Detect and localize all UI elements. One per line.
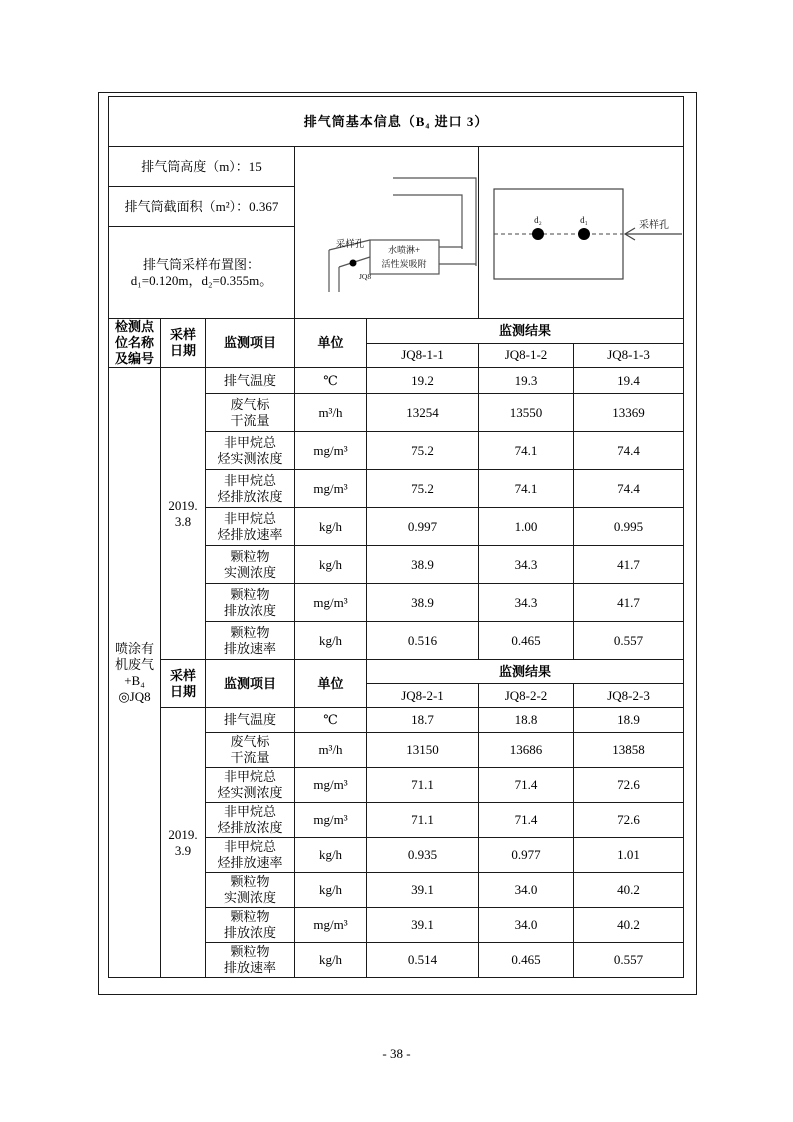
item-line: 排放速率 — [223, 960, 276, 975]
item-line: 非甲烷总 — [223, 804, 276, 819]
unit-cell: kg/h — [295, 943, 367, 978]
value-cell: 72.6 — [574, 803, 684, 838]
header-point-cell — [109, 319, 161, 368]
d2-point — [532, 228, 544, 240]
item-cell — [206, 908, 295, 943]
point-name-cell — [109, 368, 161, 978]
unit-cell: mg/m³ — [295, 908, 367, 943]
sample-id-cell: JQ8-2-2 — [479, 684, 574, 708]
treatment-box-label-line2: 活性炭吸附 — [381, 258, 427, 269]
value-cell: 72.6 — [574, 768, 684, 803]
header-date-cell — [161, 319, 206, 368]
stack-cross-section-text: 排气筒截面积（m²）：0.367 — [109, 187, 295, 227]
header-item-cell: 监测项目 — [206, 319, 295, 368]
item-line: 非甲烷总 — [223, 769, 276, 784]
item-line: 废气标 — [230, 734, 270, 749]
item-cell — [206, 733, 295, 768]
header-date-line: 日期 — [169, 343, 196, 358]
item-cell — [206, 508, 295, 546]
page-number: - 38 - — [382, 1046, 411, 1061]
item-line: 烃排放浓度 — [217, 820, 283, 835]
item-line: 颗粒物 — [230, 909, 270, 924]
unit-cell: ℃ — [295, 368, 367, 394]
value-cell: 41.7 — [574, 584, 684, 622]
unit-cell: m³/h — [295, 733, 367, 768]
header-date-cell — [161, 660, 206, 708]
value-cell: 13150 — [367, 733, 479, 768]
unit-cell: mg/m³ — [295, 803, 367, 838]
sample-id-cell: JQ8-1-2 — [479, 343, 574, 368]
header-date-line: 日期 — [169, 683, 196, 699]
value-cell: 13369 — [574, 394, 684, 432]
header-date-line: 采样 — [169, 327, 196, 342]
unit-cell: m³/h — [295, 394, 367, 432]
item-line: 烃实测浓度 — [217, 450, 283, 466]
unit-cell: ℃ — [295, 708, 367, 733]
value-cell: 74.1 — [479, 470, 574, 508]
unit-cell: kg/h — [295, 546, 367, 584]
header-result-cell: 监测结果 — [367, 319, 684, 344]
header-point-line: 检测点 — [114, 319, 154, 334]
value-cell: 71.1 — [367, 803, 479, 838]
date-line: 2019. — [168, 497, 198, 513]
value-cell: 39.1 — [367, 873, 479, 908]
value-cell: 34.0 — [479, 908, 574, 943]
value-cell: 0.977 — [479, 838, 574, 873]
d1-label: d₁ — [580, 214, 588, 225]
stack-schematic — [295, 148, 479, 318]
treatment-box-label-line1: 水喷淋+ — [387, 244, 421, 255]
item-line: 排气温度 — [223, 712, 276, 727]
unit-cell: mg/m³ — [295, 584, 367, 622]
point-name-line: ◎JQ8 — [118, 688, 151, 704]
d1-point — [578, 228, 590, 240]
sampling-port-label-right: 采样孔 — [639, 219, 669, 231]
unit-cell: kg/h — [295, 838, 367, 873]
header-point-line: 位名称 — [114, 335, 154, 350]
value-cell: 34.3 — [479, 584, 574, 622]
value-cell: 13550 — [479, 394, 574, 432]
header-result-cell: 监测结果 — [367, 660, 684, 684]
value-cell: 75.2 — [367, 470, 479, 508]
item-cell — [206, 394, 295, 432]
value-cell: 40.2 — [574, 873, 684, 908]
unit-cell: mg/m³ — [295, 470, 367, 508]
header-unit-cell: 单位 — [295, 660, 367, 708]
item-cell — [206, 432, 295, 470]
value-cell: 34.3 — [479, 546, 574, 584]
header-unit-cell: 单位 — [295, 319, 367, 368]
value-cell: 13254 — [367, 394, 479, 432]
item-line: 非甲烷总 — [223, 839, 276, 854]
value-cell: 18.9 — [574, 708, 684, 733]
item-cell — [206, 803, 295, 838]
header-date-line: 采样 — [169, 667, 196, 683]
item-cell — [206, 943, 295, 978]
item-line: 烃排放浓度 — [217, 488, 283, 504]
value-cell: 34.0 — [479, 873, 574, 908]
item-line: 实测浓度 — [223, 890, 276, 905]
value-cell: 71.1 — [367, 768, 479, 803]
sampling-layout-line2: d₁=0.120m，d₂=0.355m。 — [130, 272, 273, 288]
unit-cell: mg/m³ — [295, 432, 367, 470]
value-cell: 1.01 — [574, 838, 684, 873]
value-cell: 19.2 — [367, 368, 479, 394]
item-line: 非甲烷总 — [223, 510, 276, 526]
sample-id-cell: JQ8-1-3 — [574, 343, 684, 368]
item-line: 颗粒物 — [230, 586, 270, 602]
stack-height-text: 排气筒高度（m）：15 — [109, 147, 295, 187]
sampling-layout-line1: 排气筒采样布置图： — [142, 256, 260, 272]
item-line: 非甲烷总 — [223, 472, 276, 488]
date-cell — [161, 708, 206, 978]
value-cell: 0.557 — [574, 622, 684, 660]
value-cell: 0.935 — [367, 838, 479, 873]
item-line: 烃排放速率 — [217, 526, 283, 542]
value-cell: 74.4 — [574, 470, 684, 508]
item-cell — [206, 838, 295, 873]
sampling-point-dot — [350, 259, 357, 266]
item-line: 烃实测浓度 — [217, 785, 283, 800]
item-line: 实测浓度 — [223, 564, 276, 580]
value-cell: 74.4 — [574, 432, 684, 470]
stack-schematic-cell — [295, 147, 479, 319]
page-title: 排气筒基本信息（B₄ 进口 3） — [109, 97, 684, 147]
header-point-line: 及编号 — [114, 351, 154, 366]
value-cell: 38.9 — [367, 546, 479, 584]
item-cell — [206, 368, 295, 394]
header-item-cell: 监测项目 — [206, 660, 295, 708]
stack-id-label: JQ8 — [359, 271, 372, 281]
item-line: 颗粒物 — [230, 944, 270, 959]
date-line: 2019. — [168, 826, 198, 842]
unit-cell: mg/m³ — [295, 768, 367, 803]
value-cell: 71.4 — [479, 803, 574, 838]
item-line: 烃排放速率 — [217, 855, 283, 870]
sampling-layout-text — [109, 227, 295, 319]
sample-id-cell: JQ8-1-1 — [367, 343, 479, 368]
value-cell: 74.1 — [479, 432, 574, 470]
value-cell: 18.7 — [367, 708, 479, 733]
value-cell: 1.00 — [479, 508, 574, 546]
unit-cell: kg/h — [295, 873, 367, 908]
date-line: 3.9 — [174, 842, 192, 858]
value-cell: 0.514 — [367, 943, 479, 978]
value-cell: 19.3 — [479, 368, 574, 394]
item-cell — [206, 873, 295, 908]
value-cell: 13686 — [479, 733, 574, 768]
cross-section-cell — [479, 147, 684, 319]
item-line: 废气标 — [230, 396, 270, 412]
value-cell: 0.995 — [574, 508, 684, 546]
item-line: 排放浓度 — [223, 602, 276, 618]
unit-cell: kg/h — [295, 622, 367, 660]
value-cell: 39.1 — [367, 908, 479, 943]
date-cell — [161, 368, 206, 660]
date-line: 3.8 — [174, 513, 192, 529]
item-line: 排气温度 — [223, 372, 276, 388]
value-cell: 75.2 — [367, 432, 479, 470]
value-cell: 38.9 — [367, 584, 479, 622]
item-cell — [206, 622, 295, 660]
value-cell: 41.7 — [574, 546, 684, 584]
cross-section-diagram — [479, 148, 684, 318]
item-line: 颗粒物 — [230, 874, 270, 889]
item-cell — [206, 768, 295, 803]
sampling-port-label: 采样孔 — [335, 239, 365, 250]
value-cell: 18.8 — [479, 708, 574, 733]
value-cell: 0.516 — [367, 622, 479, 660]
d2-label: d₂ — [534, 214, 542, 225]
item-line: 非甲烷总 — [223, 434, 276, 450]
value-cell: 0.997 — [367, 508, 479, 546]
item-line: 干流量 — [230, 412, 270, 428]
point-name-line: 机废气 — [114, 656, 154, 672]
stack-info-table — [108, 96, 684, 978]
item-cell — [206, 584, 295, 622]
value-cell: 0.465 — [479, 622, 574, 660]
value-cell: 19.4 — [574, 368, 684, 394]
value-cell: 71.4 — [479, 768, 574, 803]
point-name-line: 喷涂有 — [114, 640, 154, 656]
value-cell: 13858 — [574, 733, 684, 768]
unit-cell: kg/h — [295, 508, 367, 546]
value-cell: 40.2 — [574, 908, 684, 943]
item-cell — [206, 546, 295, 584]
item-line: 排放浓度 — [223, 925, 276, 940]
item-line: 颗粒物 — [230, 548, 270, 564]
value-cell: 0.465 — [479, 943, 574, 978]
item-line: 排放速率 — [223, 640, 276, 656]
item-cell — [206, 470, 295, 508]
item-line: 颗粒物 — [230, 624, 270, 640]
value-cell: 0.557 — [574, 943, 684, 978]
sample-id-cell: JQ8-2-3 — [574, 684, 684, 708]
point-name-line: +B₄ — [124, 672, 145, 688]
item-line: 干流量 — [230, 750, 270, 765]
sample-id-cell: JQ8-2-1 — [367, 684, 479, 708]
item-cell — [206, 708, 295, 733]
